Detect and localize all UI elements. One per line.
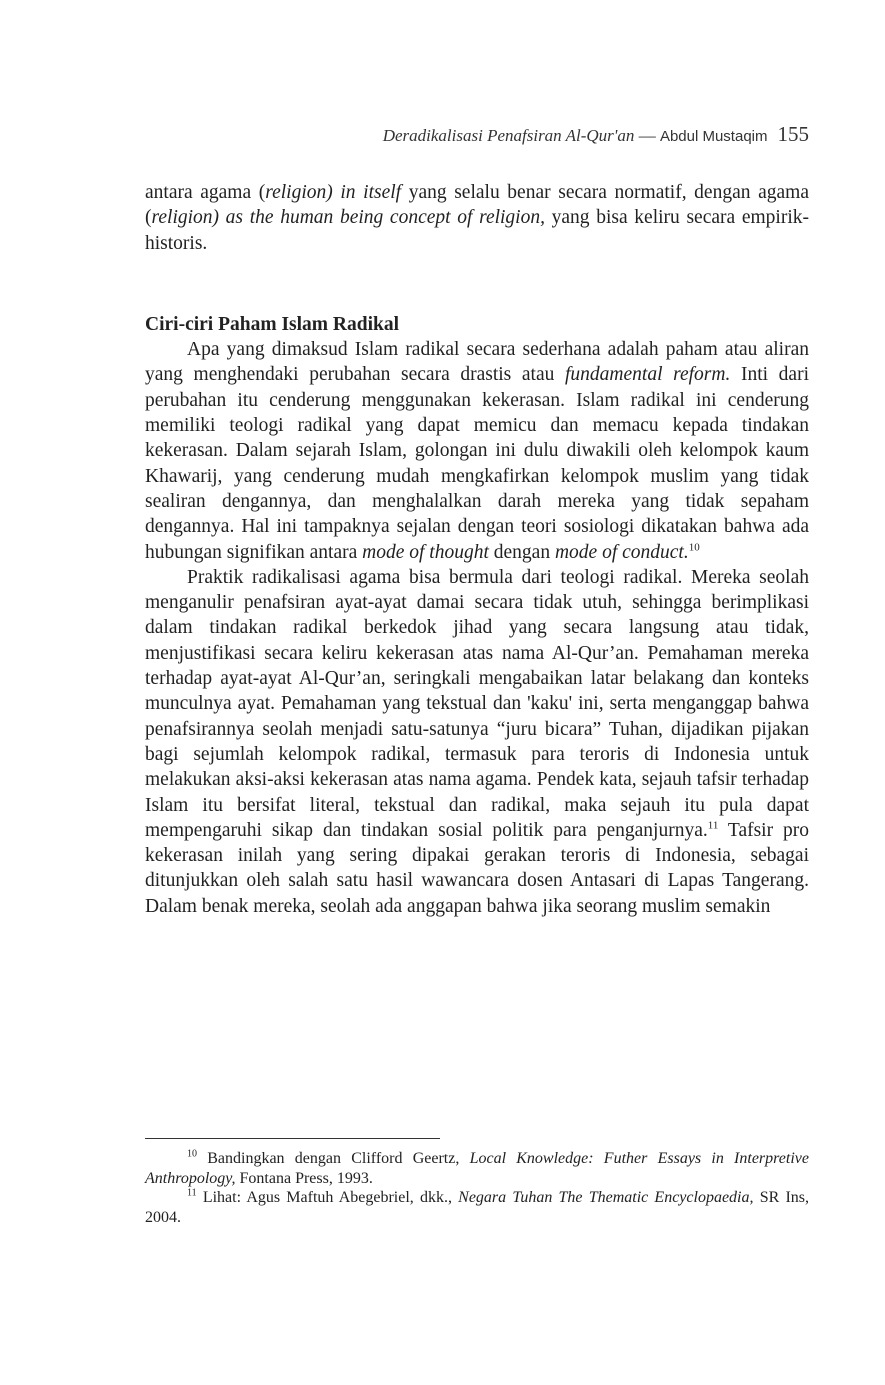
footnote-ref-11[interactable]: 11 [707, 819, 719, 832]
page-number: 155 [777, 122, 809, 146]
text-run: Praktik radikalisasi agama bisa bermula dari teologi radikal. Mereka seolah menganulir penafsiran ayat-ayat damai secara tidak utuh, sehingga berimplikasi dalam tindakan radikal berkedok jihad yang secara langsung atau tidak, menjustifikasi secara keliru kekerasan atas nama Al-Qur’an. Pemahaman mereka terhadap ayat-ayat Al-Qur’an, seringkali mengabaikan latar belakang dan konteks munculnya ayat. Pemahaman yang tekstual dan 'kaku' ini, serta menganggap bahwa penafsirannya seolah menjadi satu-satunya “juru bicara” Tuhan, dijadikan pijakan bagi sejumlah kelompok radikal, termasuk para teroris di Indonesia untuk melakukan aksi-aksi kekerasan atas nama agama. Pendek kata, sejauh tafsir terhadap Islam itu bersifat literal, tekstual dan radikal, maka sejauh itu pula dapat mempengaruhi sikap dan tindakan sosial politik para penganjurnya. [145, 566, 809, 841]
footnote-number: 11 [187, 1187, 197, 1199]
text-run: SR Ins, 2004. [145, 1189, 810, 1226]
italic-run: religion) in itself [265, 182, 402, 203]
text-run: antara agama ( [145, 182, 266, 203]
paragraph-radical-definition [145, 337, 809, 565]
text-run: Inti dari perubahan itu cenderung menggunakan kekerasan. Islam radikal ini cenderung memiliki teologi radikal yang dapat memicu dan memacu kepada tindakan kekerasan. Dalam sejarah Islam, golongan ini dulu diwakili oleh kelompok kaum Khawarij, yang cenderung mudah mengkafirkan kelompok muslim yang tidak sealiran dengannya, dan menghalalkan darah mereka yang tidak sepaham dengannya. Hal ini tampaknya sejalan dengan teori sosiologi dikatakan bahwa ada hubungan signifikan antara [145, 364, 809, 563]
header-separator: — [634, 126, 660, 145]
italic-run: mode of thought [362, 541, 489, 563]
italic-run: religion) as the human being concept of religion, [151, 207, 545, 229]
footnotes [145, 1138, 809, 1227]
italic-run: fundamental reform. [565, 364, 731, 386]
footnote-divider [145, 1138, 440, 1139]
text-run: Fontana Press, 1993. [235, 1169, 373, 1187]
section-heading: Ciri-ciri Paham Islam Radikal [145, 313, 400, 335]
running-author: Abdul Mustaqim [659, 128, 768, 145]
text-run: Tafsir pro kekerasan inilah yang sering dipakai gerakan teroris di Indonesia, sebagai ditunjukkan oleh salah satu hasil wawancara dosen Antasari di Lapas Tangerang. Dalam benak mereka, seolah ada anggapan bahwa jika seorang muslim semakin [145, 819, 809, 917]
footnote-10 [145, 1149, 809, 1188]
text-run: dengan [488, 541, 555, 563]
text-run: Apa yang dimaksud Islam radikal secara sederhana adalah paham atau aliran yang menghendaki perubahan secara drastis atau [145, 339, 809, 386]
running-header [145, 122, 809, 147]
text-run: yang bisa keliru secara empirik-historis. [145, 207, 809, 254]
text-run: yang selalu benar secara normatif, dengan agama ( [145, 182, 809, 229]
italic-run: mode of conduct. [554, 541, 689, 563]
paragraph-radicalization-practice [145, 565, 809, 919]
main-text [145, 180, 809, 919]
running-title: Deradikalisasi Penafsiran Al-Qur'an [382, 126, 635, 145]
text-run: Lihat: Agus Maftuh Abegebriel, dkk., [196, 1189, 459, 1206]
footnote-11 [145, 1188, 809, 1227]
footnote-ref-10[interactable]: 10 [688, 541, 700, 554]
italic-run: Local Knowledge: Futher Essays in Interpretive Anthropology, [145, 1150, 809, 1187]
paragraph-continued [145, 180, 809, 256]
text-run: Bandingkan dengan Clifford Geertz, [197, 1150, 470, 1167]
footnote-number: 10 [187, 1148, 197, 1160]
italic-run: Negara Tuhan The Thematic Encyclopaedia, [458, 1189, 754, 1206]
